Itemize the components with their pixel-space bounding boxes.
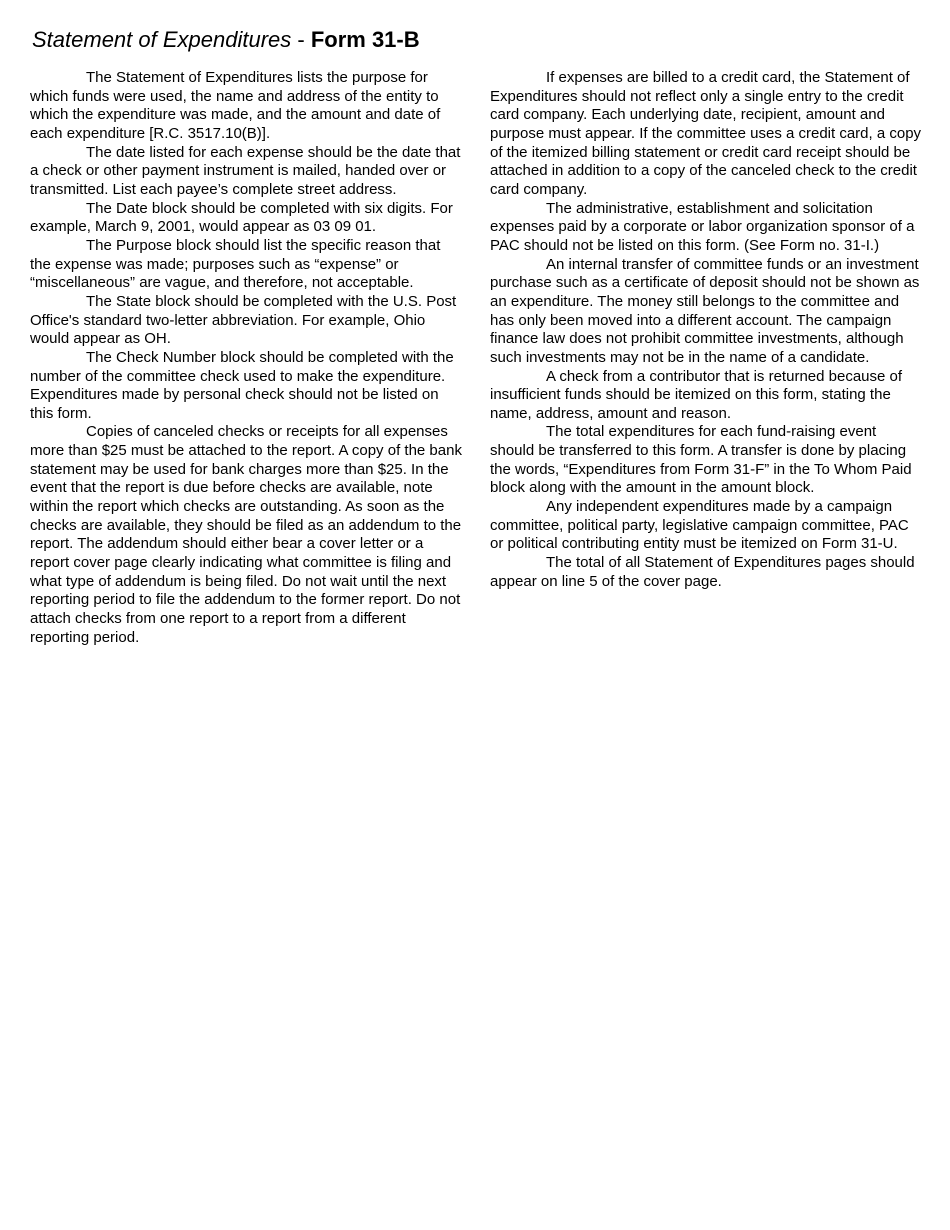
paragraph-check-number-block: The Check Number block should be completed with the number of the committee check used to make the expenditure. Expenditures made by personal check should not be listed on this form.	[30, 348, 454, 422]
paragraph-administrative-expenses: The administrative, establishment and solicitation expenses paid by a corporate or labor organization sponsor of a PAC should not be listed on this form. (See Form no. 31-I.)	[490, 199, 915, 254]
title-separator: -	[291, 27, 311, 52]
paragraph-date-block: The Date block should be completed with six digits. For example, March 9, 2001, would appear as 03 09 01.	[30, 199, 453, 236]
paragraph-independent-expenditures: Any independent expenditures made by a campaign committee, political party, legislative campaign committee, PAC or political contributing entity must be itemized on Form 31-U.	[490, 498, 909, 553]
paragraph-returned-check: A check from a contributor that is returned because of insufficient funds should be itemized on this form, stating the name, address, amount and reason.	[490, 367, 903, 422]
right-column	[490, 69, 923, 591]
paragraph-purpose: The Statement of Expenditures lists the purpose for which funds were used, the name and address of the entity to which the expenditure was made, and the amount and date of each expenditure [R.C. 3517.10(B)].	[30, 69, 441, 142]
paragraph-credit-card: If expenses are billed to a credit card, the Statement of Expenditures should not reflect only a single entry to the credit card company. Each underlying date, recipient, amount and purpose must appear. If the committee uses a credit card, a copy of the itemized billing statement or credit card receipt should be attached in addition to a copy of the canceled check to the credit card company.	[490, 69, 922, 198]
title-form-number: Form 31-B	[310, 27, 420, 52]
paragraph-date-listed: The date listed for each expense should be the date that a check or other payment instrument is mailed, handed over or transmitted. List each payee’s complete street address.	[30, 143, 461, 198]
left-column	[30, 69, 463, 647]
paragraph-state-block: The State block should be completed with the U.S. Post Office's standard two-letter abbreviation. For example, Ohio would appear as OH.	[30, 292, 457, 348]
page-title	[32, 26, 420, 54]
title-italic: Statement of Expenditures	[32, 27, 292, 52]
paragraph-total-pages: The total of all Statement of Expenditures pages should appear on line 5 of the cover page.	[490, 554, 915, 590]
paragraph-canceled-checks: Copies of canceled checks or receipts for all expenses more than $25 must be attached to the report. A copy of the bank statement may be used for bank charges more than $25. In the event that the report is due before checks are available, note within the report which checks are outstanding. As soon as the checks are available, they should be filed as an addendum to the report. The addendum should either bear a cover letter or a report cover page clearly indicating what committee is filing and what type of addendum is being filed. Do not wait until the next reporting period to file the addendum to the former report. Do not attach checks from one report to a report from a different reporting period.	[30, 423, 462, 646]
paragraph-internal-transfer: An internal transfer of committee funds or an investment purchase such as a certificate of deposit should not be shown as an expenditure. The money still belongs to the committee and has only been moved into a different account. The campaign finance law does not prohibit committee investments, although such investments may not be in the name of a candidate.	[490, 255, 920, 366]
paragraph-fund-raising-event: The total expenditures for each fund-raising event should be transferred to this form. A transfer is done by placing the words, “Expenditures from Form 31-F” in the To Whom Paid block along with the amount in the amount block.	[490, 423, 912, 497]
paragraph-purpose-block: The Purpose block should list the specific reason that the expense was made; purposes such as “expense” or “miscellaneous” are vague, and therefore, not acceptable.	[30, 236, 441, 292]
